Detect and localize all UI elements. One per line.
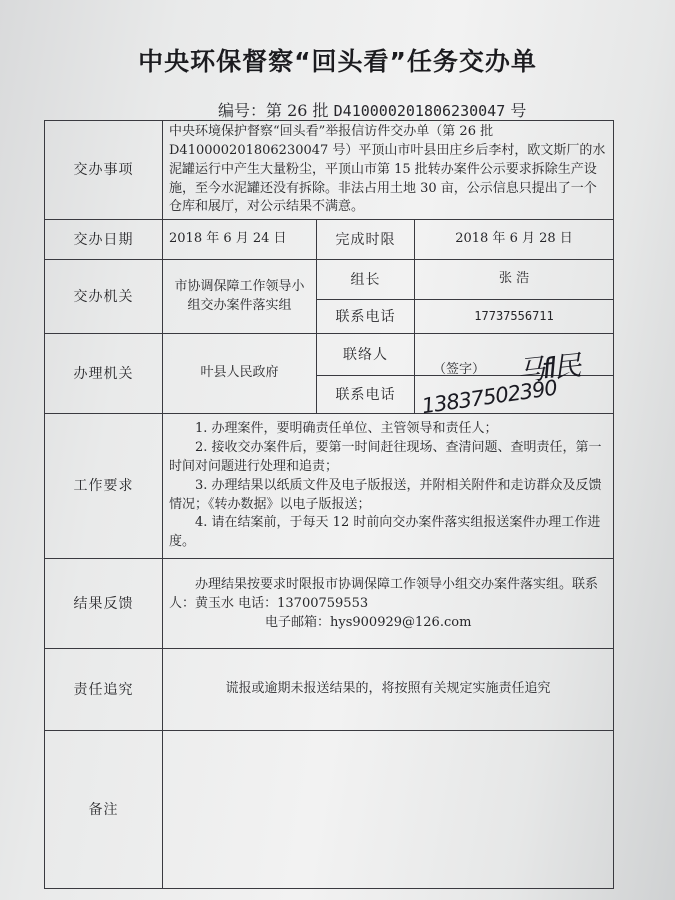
serial-code: D410000201806230047 xyxy=(333,102,506,120)
accountability-text: 谎报或逾期未报送结果的，将按照有关规定实施责任追究 xyxy=(163,649,614,731)
leader-label: 组长 xyxy=(317,260,415,300)
date-label: 交办日期 xyxy=(45,220,163,260)
row-dates xyxy=(45,220,614,260)
serial-suffix: 号 xyxy=(510,101,527,120)
requirements-list xyxy=(163,414,614,559)
liaison-label: 联络人 xyxy=(317,334,415,376)
issuer-label: 交办机关 xyxy=(45,260,163,334)
requirement-item: 1. 办理案件，要明确责任单位、主管领导和责任人； xyxy=(195,421,498,437)
matter-label: 交办事项 xyxy=(45,121,163,220)
deadline-label: 完成时限 xyxy=(317,220,415,260)
leader-value: 张 浩 xyxy=(415,260,614,300)
sign-here-label: （签字） xyxy=(433,361,486,377)
row-issuer-leader xyxy=(45,260,614,300)
remarks-value xyxy=(163,731,614,889)
handwritten-phone: 13837502390 xyxy=(420,375,559,418)
handwritten-signature: 马fl民 xyxy=(515,348,581,388)
row-matter xyxy=(45,121,614,220)
row-accountability xyxy=(45,649,614,731)
assignment-form-table xyxy=(44,120,614,889)
serial-number xyxy=(218,98,526,121)
accountability-label: 责任追究 xyxy=(45,649,163,731)
requirement-item: 3. 办理结果以纸质文件及电子版报送，并附相关附件和走访群众及反馈情况；《转办数据》以电子版报送； xyxy=(169,477,602,512)
handler-phone-label: 联系电话 xyxy=(317,376,415,414)
phone-value: 17737556711 xyxy=(415,300,614,334)
req-label: 工作要求 xyxy=(45,414,163,559)
form-title: 中央环保督察“回头看”任务交办单 xyxy=(138,47,537,76)
phone-label: 联系电话 xyxy=(317,300,415,334)
row-result xyxy=(45,559,614,649)
deadline-value: 2018 年 6 月 28 日 xyxy=(415,220,614,260)
result-email: 电子邮箱：hys900929@126.com xyxy=(265,614,472,630)
result-cell xyxy=(163,559,614,649)
serial-label: 编号：第 26 批 xyxy=(218,101,329,120)
handler-phone-cell xyxy=(415,375,614,418)
result-label: 结果反馈 xyxy=(45,559,163,649)
result-text: 办理结果按要求时限报市协调保障工作领导小组交办案件落实组。联系人：黄玉水 电话：13700759553 xyxy=(169,576,599,612)
remarks-label: 备注 xyxy=(45,731,163,889)
liaison-signature-cell xyxy=(415,334,614,388)
requirement-item: 2. 接收交办案件后，要第一时间赶往现场、查清问题、查明责任，第一时间对问题进行处理和追责； xyxy=(169,440,602,474)
handler-label: 办理机关 xyxy=(45,334,163,414)
issuer-value: 市协调保障工作领导小组交办案件落实组 xyxy=(163,260,317,334)
row-remarks xyxy=(45,731,614,889)
requirement-item: 4. 请在结案前，于每天 12 时前向交办案件落实组报送案件办理工作进度。 xyxy=(169,515,601,550)
row-requirements xyxy=(45,414,614,559)
row-handler-liaison xyxy=(45,334,614,376)
date-value: 2018 年 6 月 24 日 xyxy=(163,220,317,260)
matter-text: 中央环境保护督察“回头看”举报信访件交办单（第 26 批 D410000201806230047 号）平顶山市叶县田庄乡后李村，欧文斯厂的水泥罐运行中产生大量粉尘，平顶山市第 15 批转办案件公示要求拆除生产设施，至今水泥罐还没有拆除。非法占用土地 30 亩，公示信息只提出了一个仓库和展厅，对公示结果不满意。 xyxy=(163,121,614,220)
handler-value: 叶县人民政府 xyxy=(163,334,317,414)
